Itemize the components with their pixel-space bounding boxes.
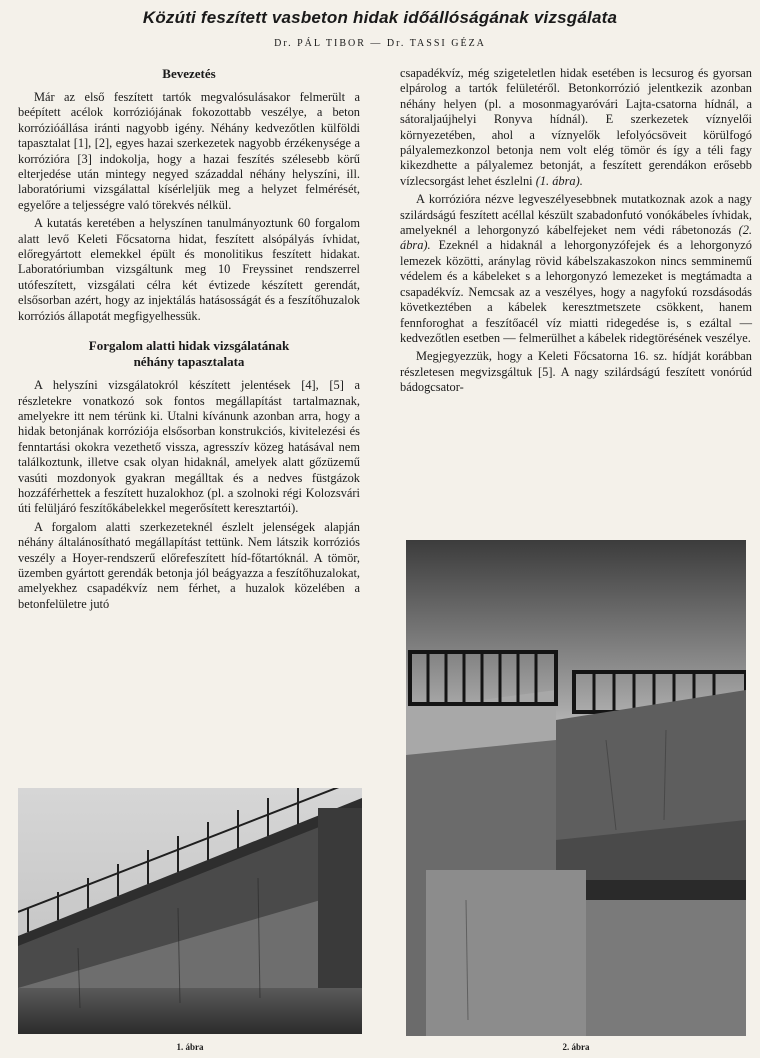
article-authors: Dr. PÁL TIBOR — Dr. TASSI GÉZA — [274, 38, 486, 49]
section-heading-line-1: Forgalom alatti hidak vizsgálatának — [88, 338, 290, 354]
paragraph-5-text: csapadékvíz, még szigeteletlen hidak esetében is lecsurog és gyorsan elpárolog a tartók felületéről. Betonkorrózió jelentkezik azonban néhány helyen (pl. a mosonmagyaróvári Lajta-csatorna hídnál, a sátoraljaújhelyi Ronyva hídnál). E szerkezetek víznyelői környezetében, ahol a víznyelők lefolyócsöveit körülfogó pályalemezkonzol betonja nem volt elég tömör és így a téli fagy kikezdhette a pályalemez betonját, a feszített gerendákon erősebb vízlecsorgást lehet észlelni — [400, 66, 752, 188]
figure-1-reference: (1. ábra). — [535, 173, 583, 188]
section-heading-bridges — [18, 338, 360, 370]
figure-1-caption: 1. ábra — [176, 1042, 204, 1052]
left-column — [18, 66, 360, 615]
figure-2-caption: 2. ábra — [562, 1042, 590, 1052]
paragraph-6-text-a: A korrózióra nézve legveszélyesebbnek mutatkoznak azok a nagy szilárdságú feszített acéllal készült szabadonfutó vonókábeles ívhidak, amelyeknél a lehorgonyzó kábelfejeket nem védi rábetonozás — [400, 192, 752, 238]
figure-2-reference: (2. ábra). — [400, 223, 752, 253]
paragraph-4: A forgalom alatti szerkezeteknél észlelt jelenségek alapján néhány általánosítható megállapítást tettünk. Nem látszik korróziós veszély a Hoyer-rendszerű előrefeszített híd-főtartóknál. A tömör, üzemben gyártott gerendák betonja jól beágyazza a feszítőhuzalokat, amelyekhez csapadékvíz nem férhet, a huzalok közelében a betonfelületre jutó — [18, 519, 360, 611]
right-column — [400, 66, 752, 399]
section-heading-line-2: néhány tapasztalata — [133, 354, 245, 370]
section-heading-intro: Bevezetés — [162, 66, 216, 81]
figure-2-photo — [406, 540, 746, 1036]
paragraph-6 — [400, 192, 752, 346]
figure-1-photo — [18, 788, 362, 1034]
paragraph-6-text-b: Ezeknél a hidaknál a lehorgonyzófejek és a lehorgonyzó lemezek közötti, aránylag rövid kábelszakaszokon nincs semminemű védelem és a kábeleket s a lehorgonyzó lemezeket is megtámadta a csapadékvíz. Nemcsak az a veszélyes, hogy a nagyfokú rozsdásodás következtében a kábelek keresztmetszete csökkent, hanem fennforoghat a feszítőacél víz miatti ridegedése is, s ezáltal — kedvezőtlen esetben — felmerülhet a kábelek ridegtörésének veszélye. — [400, 238, 752, 345]
paragraph-5 — [400, 66, 752, 189]
article-title: Közúti feszített vasbeton hidak időállóságának vizsgálata — [142, 8, 618, 27]
paragraph-1: Már az első feszített tartók megvalósulásakor felmerült a beépített acélok korróziójának fokozottabb veszélye, a beton korrózióállása iránti nagyobb igény. Néhány kedvezőtlen külföldi tapasztalat [1], [2], egyes hazai szerkezetek nagyobb érzékenysége a korrózióra [3] indokolja, hogy a hazai feszítés szélesebb körű elterjedése után mintegy negyed századdal néhány helyszíni, ill. laboratóriumi vizsgálattal kísérleljük meg a helyzet felmérését, egyelőre a teljességre való törekvés nélkül. — [18, 90, 360, 212]
paragraph-3: A helyszíni vizsgálatokról készített jelentések [4], [5] a részletekre vonatkozó sok fontos megállapítást tartalmaznak, amelyekre itt nem térünk ki. Utalni kívánunk azonban arra, hogy a hidak betonjának korróziója elsősorban konstrukciós, kivitelezési és fenntartási okokra vezethető vissza, agresszív közeg hatásával nem találkoztunk, illetve csak olyan hidaknál, amelyek alatt gőzüzemű vasúti mozdonyok gyakran megálltak és a nedves füstgázok hozzáférhettek a feszített huzalokhoz (pl. a szolnoki régi Kolozsvári úti felüljáró feszítőkábelekkel megerősített keresztartói). — [18, 378, 360, 516]
paragraph-2: A kutatás keretében a helyszínen tanulmányoztunk 60 forgalom alatt levő Keleti Főcsatorna hidat, feszített alsópályás ívhidat, előregyártott elemekkel épült és monolitikus feszített hidakat. Laboratóriumban vizsgáltunk meg 10 Freyssinet rendszerrel utófeszített, vizsgálati célra két évtizede készített gerendát, elsősorban azért, hogy az injektálás hatásosságát és a feszítőhuzalok korróziós állapotát megfigyelhessük. — [18, 216, 360, 323]
paragraph-7: Megjegyezzük, hogy a Keleti Főcsatorna 16. sz. hídját korábban részletesen megvizsgáltuk [5]. A nagy szilárdságú feszített vonórúd bádogcsator- — [400, 349, 752, 395]
